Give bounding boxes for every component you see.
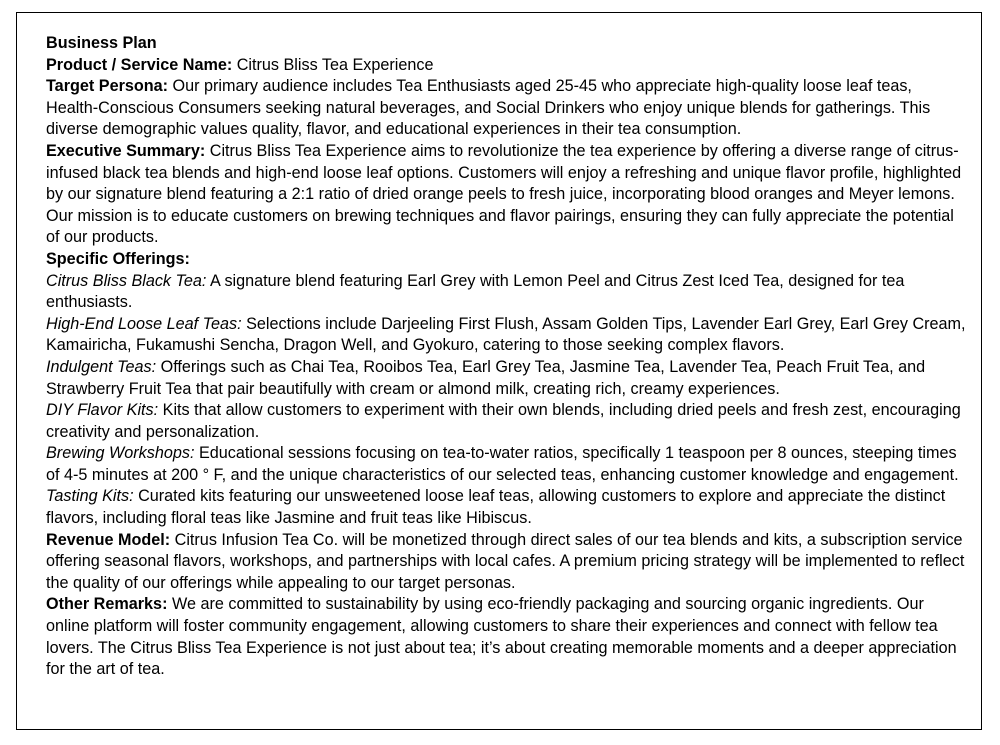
revenue-model-label: Revenue Model: xyxy=(46,530,171,549)
other-remarks-label: Other Remarks: xyxy=(46,595,168,614)
offering-workshops-text: Educational sessions focusing on tea-to-water ratios, specifically 1 teaspoon per 8 ounces, steeping times of 4-5 minutes at 200 ° F, and the unique characteristics of our selected teas, enhancing customer knowledge and engagement. xyxy=(46,444,959,484)
product-name-section xyxy=(46,55,966,77)
executive-summary-text: Citrus Bliss Tea Experience aims to revolutionize the tea experience by offering a diverse range of citrus-infused black tea blends and high-end loose leaf options. Customers will enjoy a refreshing and unique flavor profile, highlighted by our signature blend featuring a 2:1 ratio of dried orange peels to fresh juice, incorporating blood oranges and Meyer lemons. Our mission is to educate customers on brewing techniques and flavor pairings, ensuring they can fully appreciate the potential of our products. xyxy=(46,141,962,247)
offering-workshops-name: Brewing Workshops: xyxy=(46,444,195,463)
other-remarks-section xyxy=(46,594,966,680)
offering-loose-leaf-name: High-End Loose Leaf Teas: xyxy=(46,314,242,333)
offering-indulgent-name: Indulgent Teas: xyxy=(46,357,157,376)
offering-loose-leaf-continued: Kamairicha, Fukamushi Sencha, Dragon Well, and Gyokuro, catering to those seeking complex flavors. xyxy=(46,336,785,355)
offering-black-tea xyxy=(46,271,966,314)
offering-loose-leaf-text: Selections include Darjeeling First Flush, Assam Golden Tips, Lavender Earl Grey, Earl Grey Cream, xyxy=(241,314,966,333)
revenue-model-text: Citrus Infusion Tea Co. will be monetized through direct sales of our tea blends and kits, a subscription service offering seasonal flavors, workshops, and partnerships with local cafes. A premium pricing strategy will be implemented to reflect the quality of our offerings while appealing to our target personas. xyxy=(46,530,965,592)
target-persona-text: Our primary audience includes Tea Enthusiasts aged 25-45 who appreciate high-quality loose leaf teas, Health-Conscious Consumers seeking natural beverages, and Social Drinkers who enjoy unique blends for gatherings. This diverse demographic values quality, flavor, and educational experiences in their tea consumption. xyxy=(46,77,931,139)
offering-tasting xyxy=(46,486,966,529)
offering-indulgent-text: Offerings such as Chai Tea, Rooibos Tea, Earl Grey Tea, Jasmine Tea, Lavender Tea, Peach Fruit Tea, and Strawberry Fruit Tea that pair beautifully with cream or almond milk, creating rich, creamy experiences. xyxy=(46,357,926,398)
product-name-label: Product / Service Name: xyxy=(46,55,233,74)
executive-summary-section xyxy=(46,141,966,249)
product-name-value: Citrus Bliss Tea Experience xyxy=(232,55,434,74)
offering-tasting-name: Tasting Kits: xyxy=(46,487,134,506)
revenue-model-section xyxy=(46,530,966,595)
document-title: Business Plan xyxy=(46,34,157,52)
other-remarks-text: We are committed to sustainability by using eco-friendly packaging and sourcing organic ingredients. Our online platform will foster community engagement, allowing customers to share their experiences and connect with fellow tea lovers. The Citrus Bliss Tea Experience is not just about tea; it’s about creating memorable moments and a deeper appreciation for the art of tea. xyxy=(46,595,957,679)
executive-summary-label: Executive Summary: xyxy=(46,141,206,160)
offering-workshops xyxy=(46,443,966,486)
offering-black-tea-name: Citrus Bliss Black Tea: xyxy=(46,271,207,290)
business-plan-document xyxy=(46,33,966,681)
offering-tasting-text: Curated kits featuring our unsweetened loose leaf teas, allowing customers to explore and appreciate the distinct flavors, including floral teas like Jasmine and fruit teas like Hibiscus. xyxy=(46,487,946,528)
target-persona-label: Target Persona: xyxy=(46,77,169,96)
offering-diy xyxy=(46,400,966,443)
offering-diy-text: Kits that allow customers to experiment with their own blends, including dried peels and fresh zest, encouraging creativity and personalization. xyxy=(46,401,961,441)
offering-indulgent xyxy=(46,357,966,400)
offering-loose-leaf xyxy=(46,314,966,336)
offering-diy-name: DIY Flavor Kits: xyxy=(46,401,159,420)
offering-black-tea-text: A signature blend featuring Earl Grey with Lemon Peel and Citrus Zest Iced Tea, designed for tea enthusiasts. xyxy=(46,271,905,312)
target-persona-section xyxy=(46,76,966,141)
specific-offerings-heading: Specific Offerings: xyxy=(46,249,190,268)
